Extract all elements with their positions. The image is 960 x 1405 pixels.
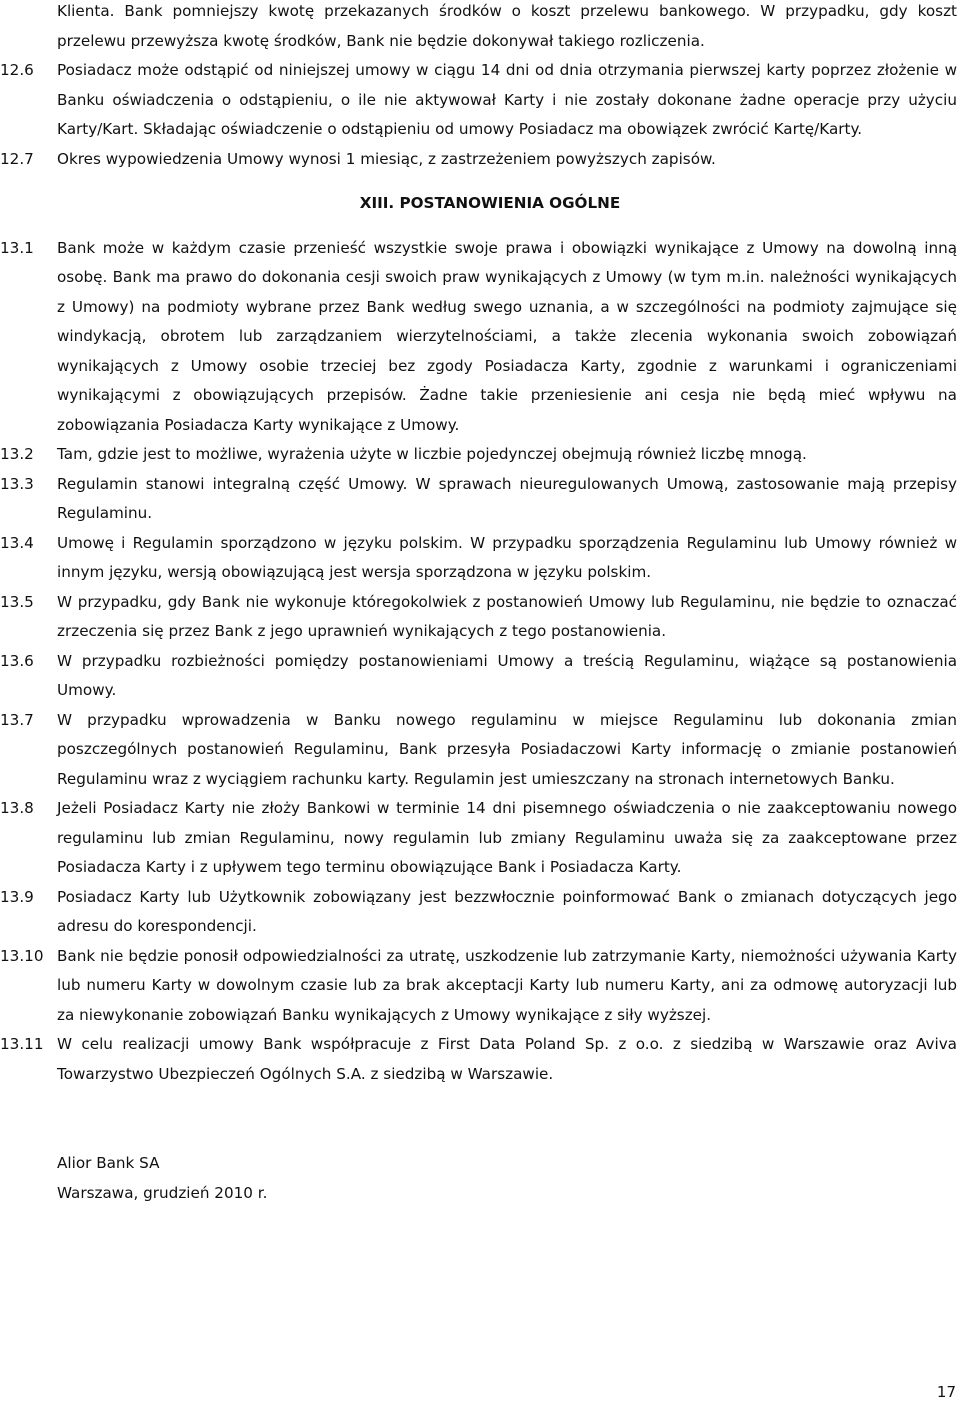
clause-13-8 (0, 794, 960, 883)
clause-text: Tam, gdzie jest to możliwe, wyrażenia użyte w liczbie pojedynczej obejmują również liczbę mnogą. (57, 445, 807, 463)
clause-13-7 (0, 706, 960, 795)
clause-text: W przypadku wprowadzenia w Banku nowego regulaminu w miejsce Regulaminu lub dokonania zmian poszczególnych postanowień Regulaminu, Bank przesyła Posiadaczowi Karty informację o zmianie postanowień Regulaminu wraz z wyciągiem rachunku karty. Regulamin jest umieszczany na stronach internetowych Banku. (57, 710, 957, 788)
clause-13-10 (0, 942, 960, 1031)
continued-paragraph: Klienta. Bank pomniejszy kwotę przekazanych środków o koszt przelewu bankowego. W przypadku, gdy koszt przelewu przewyższa kwotę środków, Bank nie będzie dokonywał takiego rozliczenia. (57, 2, 957, 50)
clause-13-1 (0, 234, 960, 441)
clause-number: 12.6 (0, 61, 34, 79)
clause-number: 13.11 (0, 1035, 44, 1053)
clause-13-4 (0, 529, 960, 588)
section-heading: XIII. POSTANOWIENIA OGÓLNE (359, 194, 621, 212)
clause-number: 12.7 (0, 149, 34, 168)
clause-number: 13.2 (0, 445, 34, 463)
signature-company: Alior Bank SA (57, 1154, 160, 1172)
clause-number: 13.6 (0, 651, 34, 670)
clause-number: 13.8 (0, 799, 34, 817)
clause-number: 13.1 (0, 238, 34, 257)
clause-13-6 (0, 647, 960, 706)
clause-13-3 (0, 470, 960, 529)
clause-text: Jeżeli Posiadacz Karty nie złoży Bankowi w terminie 14 dni pisemnego oświadczenia o nie zaakceptowaniu nowego regulaminu lub zmian Regulaminu, nowy regulamin lub zmiany Regulaminu uważa się za zaakceptowane przez Posiadacza Karty i z upływem tego terminu obowiązujące Bank i Posiadacza Karty. (57, 799, 957, 876)
clause-number: 13.4 (0, 533, 34, 552)
signature-place-date: Warszawa, grudzień 2010 r. (57, 1183, 268, 1202)
clause-13-2 (0, 440, 960, 470)
clause-text: Posiadacz może odstąpić od niniejszej umowy w ciągu 14 dni od dnia otrzymania pierwszej karty poprzez złożenie w Banku oświadczenia o odstąpieniu, o ile nie aktywował Karty i nie zostały dokonane żadne operacje przy użyciu Karty/Kart. Składając oświadczenie o odstąpieniu od umowy Posiadacz ma obowiązek zwrócić Kartę/Karty. (57, 61, 957, 138)
clause-text: Okres wypowiedzenia Umowy wynosi 1 miesiąc, z zastrzeżeniem powyższych zapisów. (57, 149, 716, 168)
clause-text: Regulamin stanowi integralną część Umowy. W sprawach nieuregulowanych Umową, zastosowanie mają przepisy Regulaminu. (57, 474, 957, 522)
clause-text: Posiadacz Karty lub Użytkownik zobowiązany jest bezzwłocznie poinformować Bank o zmianach dotyczących jego adresu do korespondencji. (57, 887, 957, 935)
clause-13-5 (0, 588, 960, 647)
clause-number: 13.7 (0, 710, 34, 729)
clause-number: 13.3 (0, 474, 34, 493)
clause-12-7 (0, 145, 960, 175)
clause-text: Umowę i Regulamin sporządzono w języku polskim. W przypadku sporządzenia Regulaminu lub Umowy również w innym języku, wersją obowiązującą jest wersja sporządzona w języku polskim. (57, 533, 957, 581)
clause-text: W celu realizacji umowy Bank współpracuje z First Data Poland Sp. z o.o. z siedzibą w Warszawie oraz Aviva Towarzystwo Ubezpieczeń Ogólnych S.A. z siedzibą w Warszawie. (57, 1035, 957, 1083)
clause-text: Bank może w każdym czasie przenieść wszystkie swoje prawa i obowiązki wynikające z Umowy na dowolną inną osobę. Bank ma prawo do dokonania cesji swoich praw wynikających z Umowy (w tym m.in. należności wynikających z Umowy) na podmioty wybrane przez Bank według swego uznania, a w szczególności na podmioty zajmujące się windykacją, obrotem lub zarządzaniem wierzytelnościami, a także zlecenia wykonania swoich zobowiązań wynikających z Umowy osobie trzeciej bez zgody Posiadacza Karty, zgodnie z warunkami i ograniczeniami wynikającymi z obowiązujących przepisów. Żadne takie przeniesienie ani cesja nie będą mieć wpływu na zobowiązania Posiadacza Karty wynikające z Umowy. (57, 238, 957, 434)
clause-text: W przypadku rozbieżności pomiędzy postanowieniami Umowy a treścią Regulaminu, wiążące są postanowienia Umowy. (57, 651, 957, 699)
clause-12-6 (0, 56, 960, 145)
clause-number: 13.5 (0, 592, 34, 611)
clause-number: 13.9 (0, 887, 34, 906)
clause-text: Bank nie będzie ponosił odpowiedzialności za utratę, uszkodzenie lub zatrzymanie Karty, niemożności używania Karty lub numeru Karty w dowolnym czasie lub za brak akceptacji Karty lub numeru Karty, ani za odmowę autoryzacji lub za niewykonanie zobowiązań Banku wynikających z Umowy wynikające z siły wyższej. (57, 946, 957, 1024)
clause-text: W przypadku, gdy Bank nie wykonuje któregokolwiek z postanowień Umowy lub Regulaminu, nie będzie to oznaczać zrzeczenia się przez Bank z jego uprawnień wynikających z tego postanowienia. (57, 592, 957, 640)
page-number: 17 (936, 1383, 956, 1401)
clause-13-9 (0, 883, 960, 942)
section-12-list (0, 56, 960, 174)
clause-number: 13.10 (0, 946, 44, 965)
signature-block (0, 1149, 960, 1208)
clause-13-11 (0, 1030, 960, 1089)
section-13-list (0, 234, 960, 1090)
